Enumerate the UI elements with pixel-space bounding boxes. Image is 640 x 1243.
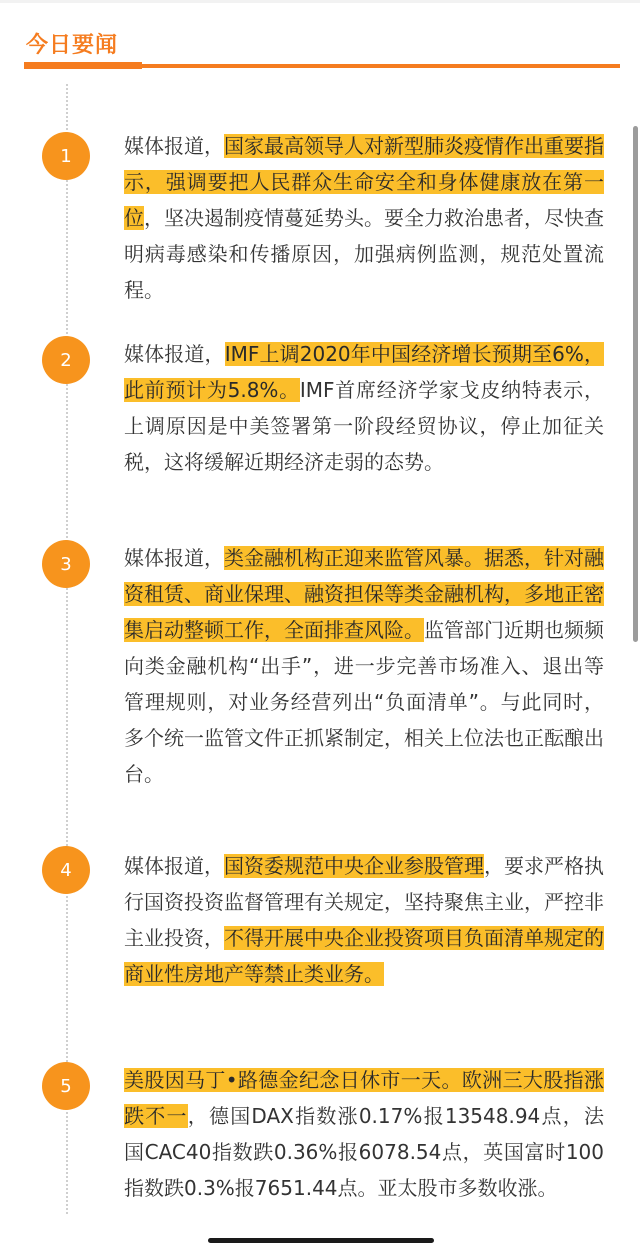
news-highlight: IMF上调2020年中国经济增长预期至6%，此前预计为5.8%。 <box>124 342 604 402</box>
news-body: ，坚决遏制疫情蔓延势头。要全力救治患者，尽快查明病毒感染和传播原因，加强病例监测，规范处置流程。 <box>124 206 604 302</box>
item-number-badge: 3 <box>42 540 90 588</box>
news-prefix: 媒体报道， <box>124 854 224 878</box>
news-prefix: 媒体报道， <box>124 342 225 366</box>
news-highlight: 国家最高领导人对新型肺炎疫情作出重要指示，强调要把人民群众生命安全和身体健康放在第一位 <box>124 134 604 230</box>
news-prefix: 媒体报道， <box>124 546 224 570</box>
news-body: ，德国DAX指数涨0.17%报13548.94点，法国CAC40指数跌0.36%报6078.54点，英国富时100指数跌0.3%报7651.44点。亚太股市多数收涨。 <box>124 1104 604 1200</box>
item-number-badge: 2 <box>42 336 90 384</box>
news-text <box>124 1062 604 1206</box>
news-text <box>124 128 604 308</box>
news-body: IMF首席经济学家戈皮纳特表示，上调原因是中美签署第一阶段经贸协议，停止加征关税，这将缓解近期经济走弱的态势。 <box>124 378 604 474</box>
header-underline-accent <box>24 62 142 69</box>
news-body: 监管部门近期也频频向类金融机构“出手”，进一步完善市场准入、退出等管理规则，对业务经营列出“负面清单”。与此同时，多个统一监管文件正抓紧制定，相关上位法也正酝酿出台。 <box>124 618 604 786</box>
news-text <box>124 848 604 992</box>
item-number-badge: 5 <box>42 1062 90 1110</box>
scrollbar-thumb[interactable] <box>633 126 638 642</box>
item-number-badge: 1 <box>42 132 90 180</box>
news-highlight: 国资委规范中央企业参股管理 <box>224 854 484 878</box>
news-text <box>124 336 604 480</box>
news-body: ，要求严格执行国资投资监督管理有关规定，坚持聚焦主业，严控非主业投资， <box>124 854 604 950</box>
news-highlight: 类金融机构正迎来监管风暴。据悉，针对融资租赁、商业保理、融资担保等类金融机构，多地正密集启动整顿工作，全面排查风险。 <box>124 546 604 642</box>
news-text <box>124 540 604 792</box>
home-indicator[interactable] <box>208 1238 434 1243</box>
top-divider <box>0 0 640 3</box>
timeline-dotted-line <box>66 84 68 1214</box>
news-prefix: 媒体报道， <box>124 134 224 158</box>
item-number-badge: 4 <box>42 846 90 894</box>
news-highlight-secondary: 不得开展中央企业投资项目负面清单规定的商业性房地产等禁止类业务。 <box>124 926 604 986</box>
news-highlight: 美股因马丁•路德金纪念日休市一天。欧洲三大股指涨跌不一 <box>124 1068 604 1128</box>
section-header <box>24 16 620 72</box>
section-title: 今日要闻 <box>26 33 119 58</box>
